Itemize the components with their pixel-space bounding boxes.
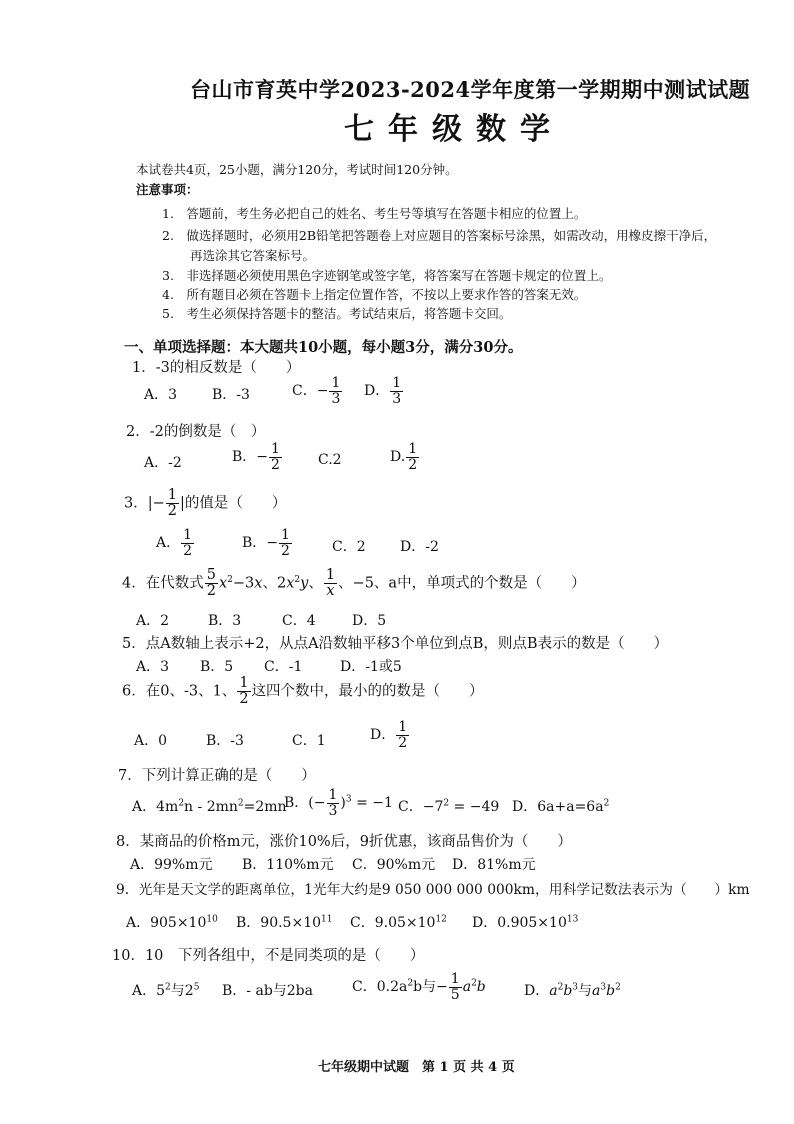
question-10-stem: 10．10 下列各组中，不是同类项的是（ ） xyxy=(112,948,425,964)
question-9-stem: 9．光年是天文学的距离单位，1光年大约是9 050 000 000 000km，用科学记数法表示为（ ）km xyxy=(116,882,750,898)
q4-option-c: C．4 xyxy=(282,613,316,629)
q9-option-d: D．$0.905\times 10^{13}$ xyxy=(472,914,579,931)
question-1-stem: 1．-3的相反数是（ ） xyxy=(132,360,301,376)
q10-option-d: D．$a^2b^3$与$a^3b^2$ xyxy=(524,982,621,999)
question-4-stem: 4．在代数式 $\frac{5}{2}$ $x^2-3x$、$2x^2y$、 $\frac{1}{x}$ 、−5、a中，单项式的个数是（ ） xyxy=(122,567,586,600)
q1-option-c: C．− $\frac{1}{3}$ xyxy=(292,375,341,407)
q4-option-d: D．5 xyxy=(352,613,387,629)
q7-option-b: B．(− $\frac{1}{3}$ )$^3$ = −1 xyxy=(284,787,393,819)
q10-option-c: C．$0.2a^2b$与− $\frac{1}{5}$ $a^2b$ xyxy=(352,971,486,1003)
note-item: 2. 做选择题时，必须用2B铅笔把答题卷上对应题目的答案标号涂黑，如需改动，用橡皮擦干净后， xyxy=(162,228,717,243)
note-item: 1. 答题前，考生务必把自己的姓名、考生号等填写在答题卡相应的位置上。 xyxy=(162,206,587,221)
q10-option-a: A．$5^2$与$2^5$ xyxy=(132,982,200,999)
q8-option-a: A．99%m元 xyxy=(130,857,213,873)
page-footer: 七年级期中试题 第 1 页 共 4 页 xyxy=(318,1060,515,1075)
question-6-stem: 6．在0、-3、1、 $\frac{1}{2}$ 这四个数中，最小的的数是（ ） xyxy=(122,675,484,708)
q2-option-c: C.2 xyxy=(318,452,342,468)
q4-option-b: B．3 xyxy=(208,613,242,629)
question-8-stem: 8．某商品的价格m元，涨价10%后，9折优惠，该商品售价为（ ） xyxy=(116,834,572,850)
q2-option-d: D. $\frac{1}{2}$ xyxy=(390,441,418,473)
q8-option-c: C．90%m元 xyxy=(352,857,436,873)
note-item: 3. 非选择题必须使用黑色字迹钢笔或签字笔，将答案写在答题卡规定的位置上。 xyxy=(162,268,612,283)
q9-option-b: B．$90.5\times 10^{11}$ xyxy=(236,914,333,931)
q9-option-a: A．$905\times 10^{10}$ xyxy=(126,914,218,931)
note-item: 再选涂其它答案标号。 xyxy=(190,248,316,263)
notes-heading: 注意事项： xyxy=(136,182,199,197)
note-item: 4. 所有题目必须在答题卡上指定位置作答，不按以上要求作答的答案无效。 xyxy=(162,287,587,302)
q5-option-d: D．-1或5 xyxy=(340,659,402,675)
intro-text: 本试卷共4页，25小题，满分120分，考试时间120分钟。 xyxy=(136,162,458,177)
q3-option-b: B．− $\frac{1}{2}$ xyxy=(242,527,290,559)
question-2-stem: 2．-2的倒数是（ ） xyxy=(126,424,266,440)
exam-subtitle: 七年级数学 xyxy=(344,112,564,147)
q4-option-a: A．2 xyxy=(136,613,170,629)
q3-option-a: A． $\frac{1}{2}$ xyxy=(156,527,193,559)
q6-option-a: A．0 xyxy=(134,733,168,749)
q1-option-a: A．3 xyxy=(144,387,178,403)
q10-option-b: B．- ab与2ba xyxy=(222,983,313,999)
section-heading: 一、单项选择题：本大题共10小题，每小题3分，满分30分。 xyxy=(124,339,523,356)
q1-option-b: B．-3 xyxy=(212,387,250,403)
question-3-stem: 3．|− $\frac{1}{2}$ |的值是（ ） xyxy=(124,487,287,520)
q5-option-c: C．-1 xyxy=(264,659,303,675)
q2-option-b: B．− $\frac{1}{2}$ xyxy=(232,441,280,473)
q3-option-d: D．-2 xyxy=(400,539,439,555)
question-5-stem: 5．点A数轴上表示+2，从点A沿数轴平移3个单位到点B，则点B表示的数是（ ） xyxy=(122,636,669,652)
q7-option-c: C．$-7^2 = -49$ xyxy=(398,798,500,815)
q6-option-b: B．-3 xyxy=(206,733,244,749)
q5-option-b: B．5 xyxy=(200,659,234,675)
q2-option-a: A．-2 xyxy=(144,455,182,471)
q9-option-c: C．$9.05\times 10^{12}$ xyxy=(350,914,447,931)
q7-option-a: A．$4m^2n - 2mn^2=2mn$ xyxy=(132,798,287,815)
q1-option-d: D． $\frac{1}{3}$ xyxy=(364,375,402,407)
q3-option-c: C．2 xyxy=(332,539,366,555)
q8-option-d: D．81%m元 xyxy=(452,857,536,873)
q6-option-c: C．1 xyxy=(292,733,326,749)
note-item: 5. 考生必须保持答题卡的整洁。考试结束后，将答题卡交回。 xyxy=(162,306,512,321)
question-7-stem: 7．下列计算正确的是（ ） xyxy=(118,768,316,784)
q6-option-d: D． $\frac{1}{2}$ xyxy=(370,719,408,751)
exam-title: 台山市育英中学2023-2024学年度第一学期期中测试试题 xyxy=(190,77,751,102)
q8-option-b: B．110%m元 xyxy=(242,857,334,873)
q5-option-a: A．3 xyxy=(136,659,170,675)
q7-option-d: D．$6a+a=6a^2$ xyxy=(512,798,610,815)
